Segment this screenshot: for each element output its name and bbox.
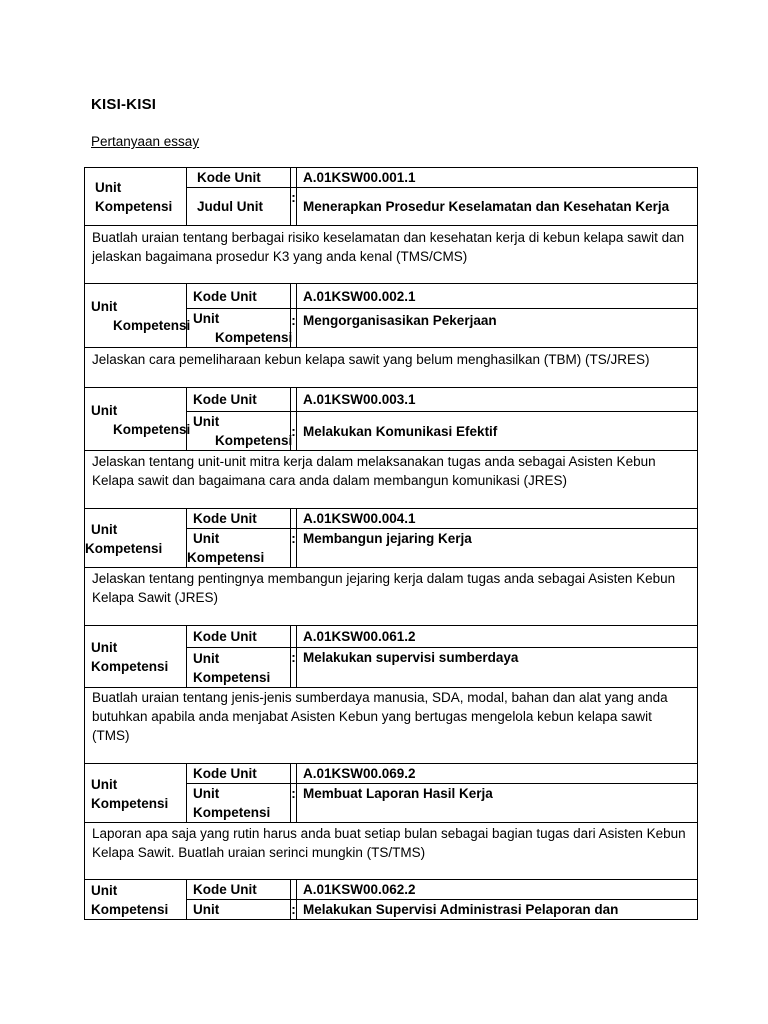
code-label: Kode Unit	[187, 168, 291, 188]
unit-row-code	[85, 626, 698, 648]
unit-kompetensi-cell	[85, 880, 187, 920]
unit-label: Unit	[91, 521, 118, 537]
unit-name: Mengorganisasikan Pekerjaan	[297, 309, 698, 348]
unit-row-code	[85, 509, 698, 529]
unit-kompetensi-cell	[85, 284, 191, 348]
colon: :	[291, 648, 297, 688]
unit-kompetensi-cell	[85, 764, 187, 823]
unit-code: A.01KSW00.003.1	[297, 388, 698, 412]
name-label-line1: Unit	[193, 531, 220, 546]
name-label	[187, 529, 291, 568]
name-label	[187, 648, 291, 688]
name-label-line2: Kompetensi	[193, 805, 271, 820]
kompetensi-label: Kompetensi	[91, 659, 169, 674]
unit-row-code	[85, 168, 698, 188]
colon: :	[291, 412, 297, 451]
unit-name: Menerapkan Prosedur Keselamatan dan Kesehatan Kerja	[297, 188, 698, 226]
question-row	[85, 568, 698, 626]
name-label-line1: Unit	[193, 786, 220, 801]
kompetensi-label: Kompetensi	[85, 540, 163, 556]
unit-code: A.01KSW00.061.2	[297, 626, 698, 648]
colon: :	[291, 309, 297, 348]
colon: :	[291, 529, 297, 568]
unit-name: Membuat Laporan Hasil Kerja	[297, 784, 698, 823]
section-subtitle: Pertanyaan essay	[91, 134, 200, 149]
unit-label: Unit	[95, 180, 122, 195]
unit-row-code	[85, 764, 698, 784]
unit-code: A.01KSW00.004.1	[297, 509, 698, 529]
unit-kompetensi-cell	[85, 509, 187, 568]
name-label	[187, 784, 291, 823]
unit-name: Melakukan Supervisi Administrasi Pelaporan dan	[297, 900, 698, 920]
unit-code: A.01KSW00.002.1	[297, 284, 698, 309]
name-label-line1: Unit	[193, 650, 220, 666]
name-label-line1: Unit	[193, 414, 220, 429]
question-text: Jelaskan tentang pentingnya membangun jejaring kerja dalam tugas anda sebagai Asisten Kebun Kelapa Sawit (JRES)	[85, 568, 698, 626]
question-row	[85, 451, 698, 509]
name-label-line2: Kompetensi	[215, 330, 293, 345]
unit-label: Unit	[91, 776, 118, 792]
kompetensi-label: Kompetensi	[91, 795, 169, 811]
colon: :	[291, 188, 297, 226]
question-text: Laporan apa saja yang rutin harus anda buat setiap bulan sebagai bagian tugas dari Asisten Kebun Kelapa Sawit. Buatlah uraian serinci mungkin (TS/TMS)	[85, 823, 698, 880]
unit-kompetensi-cell	[85, 168, 187, 226]
code-label: Kode Unit	[187, 880, 291, 900]
kompetensi-label: Kompetensi	[91, 902, 169, 917]
kompetensi-label: Kompetensi	[95, 199, 173, 214]
question-row	[85, 348, 698, 388]
question-text: Jelaskan cara pemeliharaan kebun kelapa sawit yang belum menghasilkan (TBM) (TS/JRES)	[85, 348, 698, 388]
unit-name: Melakukan Komunikasi Efektif	[297, 412, 698, 451]
question-text: Buatlah uraian tentang jenis-jenis sumberdaya manusia, SDA, modal, bahan dan alat yang anda butuhkan apabila anda menjabat Asisten Kebun yang bertugas mengelola kebun kelapa sawit (TMS)	[85, 688, 698, 764]
name-label	[187, 412, 291, 451]
name-label-line2: Kompetensi	[215, 433, 293, 448]
kisi-kisi-table	[84, 167, 698, 920]
unit-kompetensi-cell	[85, 626, 187, 688]
unit-code: A.01KSW00.062.2	[297, 880, 698, 900]
unit-name: Membangun jejaring Kerja	[297, 529, 698, 568]
colon: :	[291, 900, 297, 920]
unit-name: Melakukan supervisi sumberdaya	[297, 648, 698, 688]
question-text: Buatlah uraian tentang berbagai risiko keselamatan dan kesehatan kerja di kebun kelapa sawit dan jelaskan bagaimana prosedur K3 yang anda kenal (TMS/CMS)	[85, 226, 698, 284]
unit-label: Unit	[91, 402, 118, 418]
kompetensi-label: Kompetensi	[113, 318, 191, 333]
question-row	[85, 688, 698, 764]
question-row	[85, 226, 698, 284]
unit-label: Unit	[91, 640, 118, 655]
unit-label: Unit	[91, 299, 118, 314]
colon: :	[291, 784, 297, 823]
name-label	[187, 309, 291, 348]
name-label: Unit	[187, 900, 291, 920]
unit-row-code	[85, 284, 698, 309]
question-text: Jelaskan tentang unit-unit mitra kerja dalam melaksanakan tugas anda sebagai Asisten Kebun Kelapa sawit dan bagaimana cara anda dalam membangun komunikasi (JRES)	[85, 451, 698, 509]
kompetensi-label: Kompetensi	[113, 421, 191, 437]
name-label: Judul Unit	[187, 188, 291, 226]
page-title: KISI-KISI	[91, 96, 157, 113]
unit-label: Unit	[91, 883, 118, 898]
unit-code: A.01KSW00.001.1	[297, 168, 698, 188]
unit-row-code	[85, 388, 698, 412]
code-label: Kode Unit	[187, 626, 291, 648]
unit-code: A.01KSW00.069.2	[297, 764, 698, 784]
unit-row-code	[85, 880, 698, 900]
code-label: Kode Unit	[187, 764, 291, 784]
name-label-line2: Kompetensi	[193, 669, 271, 685]
code-label: Kode Unit	[187, 509, 291, 529]
name-label-line2: Kompetensi	[187, 550, 265, 565]
code-label: Kode Unit	[187, 388, 291, 412]
code-label: Kode Unit	[187, 284, 291, 309]
unit-kompetensi-cell	[85, 388, 191, 451]
question-row	[85, 823, 698, 880]
name-label-line1: Unit	[193, 311, 220, 326]
